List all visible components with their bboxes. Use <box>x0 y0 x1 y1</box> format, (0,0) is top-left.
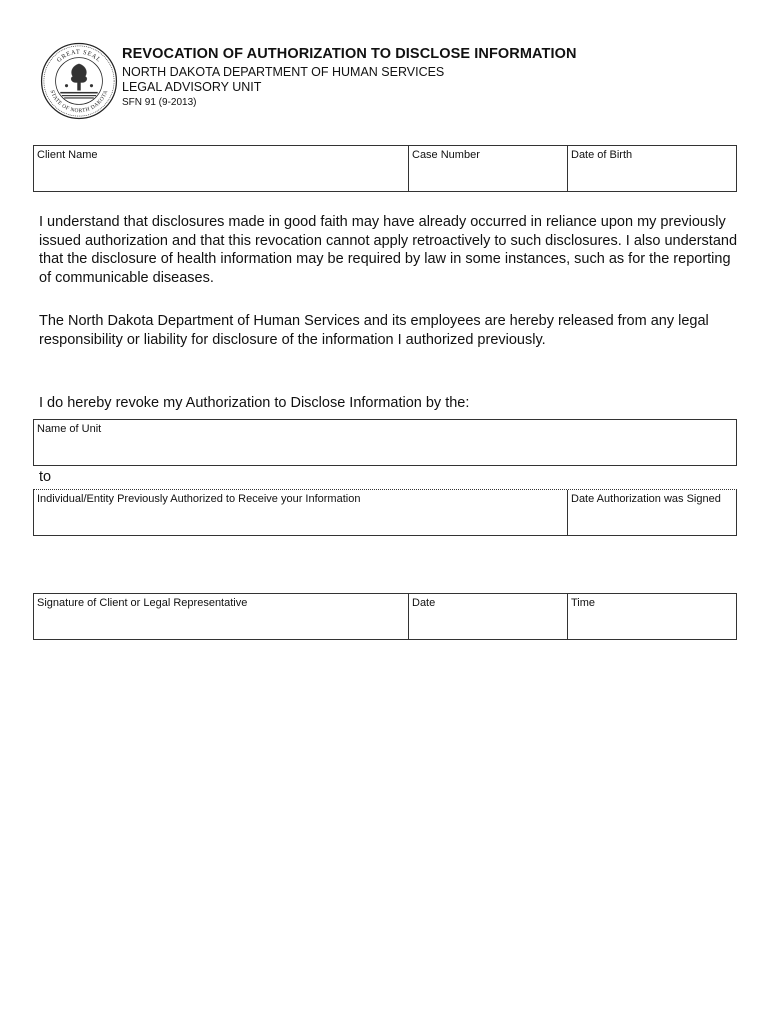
signature-field[interactable] <box>34 594 408 639</box>
date-of-birth-label: Date of Birth <box>571 149 633 161</box>
case-number-field[interactable] <box>408 146 567 191</box>
revoke-statement: I do hereby revoke my Authorization to Disclose Information by the: <box>39 395 470 411</box>
disclosure-paragraph: I understand that disclosures made in good faith may have already occurred in reliance upon my previously issued authorization and that this revocation cannot apply retroactively to such disclosures. I also understand that the disclosure of health information may be required by law in some instances, such as for the reporting of communicable diseases. <box>39 214 738 286</box>
svg-text:GREAT SEAL <box>56 49 103 64</box>
seal-text-top: GREAT SEAL <box>55 48 103 64</box>
signature-time-label: Time <box>571 597 596 609</box>
recipient-field[interactable] <box>34 490 567 535</box>
signature-row <box>33 593 737 640</box>
case-number-label: Case Number <box>412 149 480 161</box>
release-paragraph: The North Dakota Department of Human Services and its employees are hereby released from any legal responsibility or liability for disclosure of the information I authorized previously. <box>39 313 709 348</box>
name-of-unit-label: Name of Unit <box>37 423 102 435</box>
form-number: SFN 91 (9-2013) <box>122 97 197 108</box>
date-of-birth-field[interactable] <box>567 146 736 191</box>
unit-name: LEGAL ADVISORY UNIT <box>122 80 262 94</box>
form-header <box>122 46 577 108</box>
client-name-label: Client Name <box>37 149 98 161</box>
signature-date-field[interactable] <box>408 594 567 639</box>
name-of-unit-field[interactable] <box>33 419 737 466</box>
recipient-row <box>33 489 737 536</box>
department-name: NORTH DAKOTA DEPARTMENT OF HUMAN SERVICES <box>122 65 445 79</box>
seal-text-bottom: STATE OF NORTH DAKOTA <box>48 89 110 115</box>
recipient-label: Individual/Entity Previously Authorized to Receive your Information <box>37 493 361 505</box>
to-label: to <box>39 469 52 485</box>
client-info-row <box>33 145 737 192</box>
signature-date-label: Date <box>412 597 436 609</box>
form-title: REVOCATION OF AUTHORIZATION TO DISCLOSE INFORMATION <box>122 46 577 62</box>
signature-time-field[interactable] <box>567 594 736 639</box>
client-name-field[interactable] <box>34 146 408 191</box>
date-authorization-signed-label: Date Authorization was Signed <box>571 493 721 505</box>
date-authorization-signed-field[interactable] <box>567 490 736 535</box>
signature-label: Signature of Client or Legal Representative <box>37 597 248 609</box>
state-seal-icon <box>40 42 118 120</box>
